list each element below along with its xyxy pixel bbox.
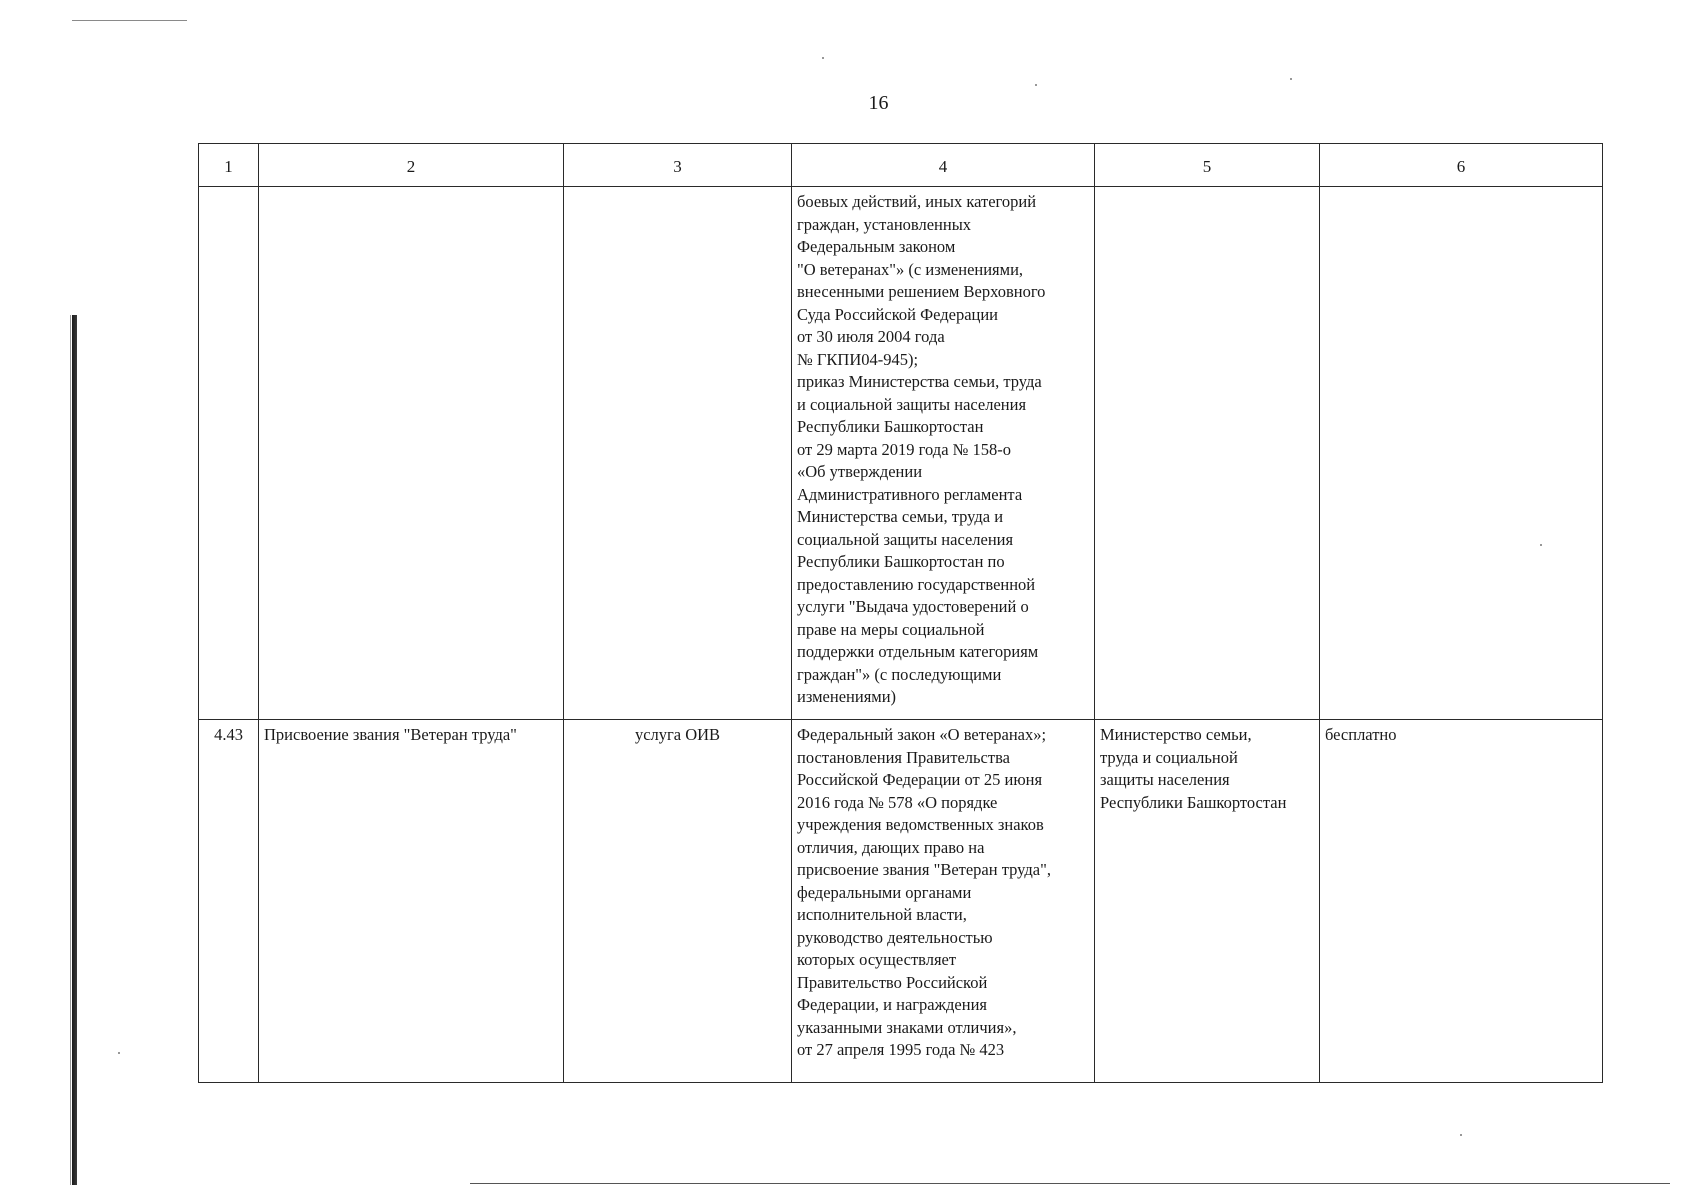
column-header-2: 2 (259, 144, 564, 187)
table-row (199, 720, 1603, 1083)
scan-speck (822, 57, 824, 59)
cell-service-name (259, 187, 564, 720)
scan-speck (1290, 78, 1292, 80)
scan-artifact-left-edge (72, 315, 77, 1185)
scan-speck (1460, 1134, 1462, 1136)
cell-authority: Министерство семьи, труда и социальной защиты населения Республики Башкортостан (1095, 720, 1320, 1083)
cell-authority (1095, 187, 1320, 720)
cell-service-type: услуга ОИВ (564, 720, 792, 1083)
table-row (199, 187, 1603, 720)
cell-legal-basis: боевых действий, иных категорий граждан, установленных Федеральным законом "О ветеранах"» (с изменениями, внесенными решением Верховного Суда Российской Федерации от 30 июля 2004 года № ГКПИ04-945); приказ Министерства семьи, труда и социальной защиты населения Республики Башкортостан от 29 марта 2019 года № 158-о «Об утверждении Административного регламента Министерства семьи, труда и социальной защиты населения Республики Башкортостан по предоставлению государственной услуги "Выдача удостоверений о праве на меры социальной поддержки отдельным категориям граждан"» (с последующими изменениями) (792, 187, 1095, 720)
cell-number: 4.43 (199, 720, 259, 1083)
cell-cost: бесплатно (1320, 720, 1603, 1083)
column-header-1: 1 (199, 144, 259, 187)
services-table (198, 143, 1603, 1083)
cell-service-name: Присвоение звания "Ветеран труда" (259, 720, 564, 1083)
column-header-4: 4 (792, 144, 1095, 187)
scan-artifact-bottom-line (470, 1183, 1670, 1184)
cell-cost (1320, 187, 1603, 720)
cell-service-type (564, 187, 792, 720)
scan-artifact-top-line (72, 20, 187, 21)
scan-speck (1035, 84, 1037, 86)
cell-legal-basis: Федеральный закон «О ветеранах»; постановления Правительства Российской Федерации от 25 июня 2016 года № 578 «О порядке учреждения ведомственных знаков отличия, дающих право на присвоение звания "Ветеран труда", федеральными органами исполнительной власти, руководство деятельностью которых осуществляет Правительство Российской Федерации, и награждения указанными знаками отличия», от 27 апреля 1995 года № 423 (792, 720, 1095, 1083)
column-header-3: 3 (564, 144, 792, 187)
scan-speck (118, 1052, 120, 1054)
column-header-6: 6 (1320, 144, 1603, 187)
scan-artifact-left-edge-thin (70, 315, 71, 1185)
table-header-row (199, 144, 1603, 187)
page-number: 16 (868, 92, 889, 114)
cell-number (199, 187, 259, 720)
column-header-5: 5 (1095, 144, 1320, 187)
